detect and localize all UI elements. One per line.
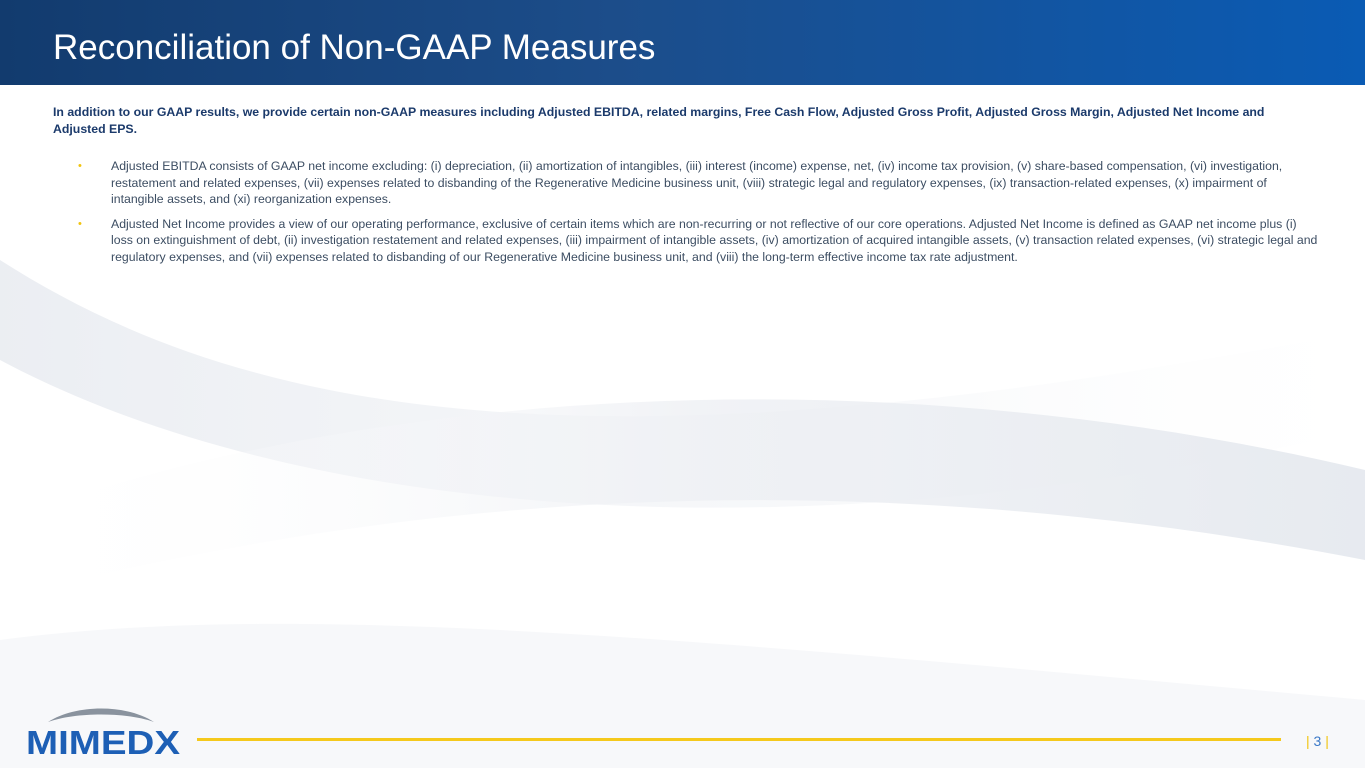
bullet-list — [78, 158, 1318, 274]
bullet-text: Adjusted Net Income provides a view of our operating performance, exclusive of certain items which are non-recurring or not reflective of our core operations. Adjusted Net Income is defined as GAAP net income plus (i) loss on extinguishment of debt, (ii) investigation restatement and related expenses, (iii) impairment of intangible assets, (iv) amortization of acquired intangible assets, (v) transaction related expenses, (vi) strategic legal and regulatory expenses, and (vii) expenses related to disbanding of our Regenerative Medicine business unit, and (viii) the long-term effective income tax rate adjustment. — [111, 216, 1318, 264]
header-bar — [0, 0, 1365, 85]
page-number-value: 3 — [1313, 733, 1322, 749]
page-number: | 3 | — [1306, 733, 1329, 749]
intro-paragraph: In addition to our GAAP results, we provide certain non-GAAP measures including Adjusted EBITDA, related margins, Free Cash Flow, Adjusted Gross Profit, Adjusted Gross Margin, Adjusted Net Income and Adjusted EPS. — [53, 105, 1265, 136]
bullet-item-adjusted-ebitda — [78, 158, 1318, 208]
footer-divider — [197, 738, 1281, 741]
page-title: Reconciliation of Non-GAAP Measures — [53, 28, 656, 67]
bullet-dot-icon: • — [78, 217, 82, 230]
bullet-item-adjusted-net-income — [78, 216, 1318, 266]
svg-text:MIMEDX: MIMEDX — [26, 724, 180, 758]
bullet-dot-icon: • — [78, 160, 82, 172]
bullet-text: Adjusted EBITDA consists of GAAP net income excluding: (i) depreciation, (ii) amortization of intangibles, (iii) interest (income) expense, net, (iv) income tax provision, (v) share-based compensation, (vi) investigation, restatement and related expenses, (vii) expenses related to disbanding of the Regenerative Medicine business unit, (viii) strategic legal and regulatory expenses, (ix) transaction-related expenses, (x) impairment of intangible assets, and (xi) reorganization expenses. — [111, 159, 1283, 207]
mimedx-logo — [26, 706, 182, 758]
